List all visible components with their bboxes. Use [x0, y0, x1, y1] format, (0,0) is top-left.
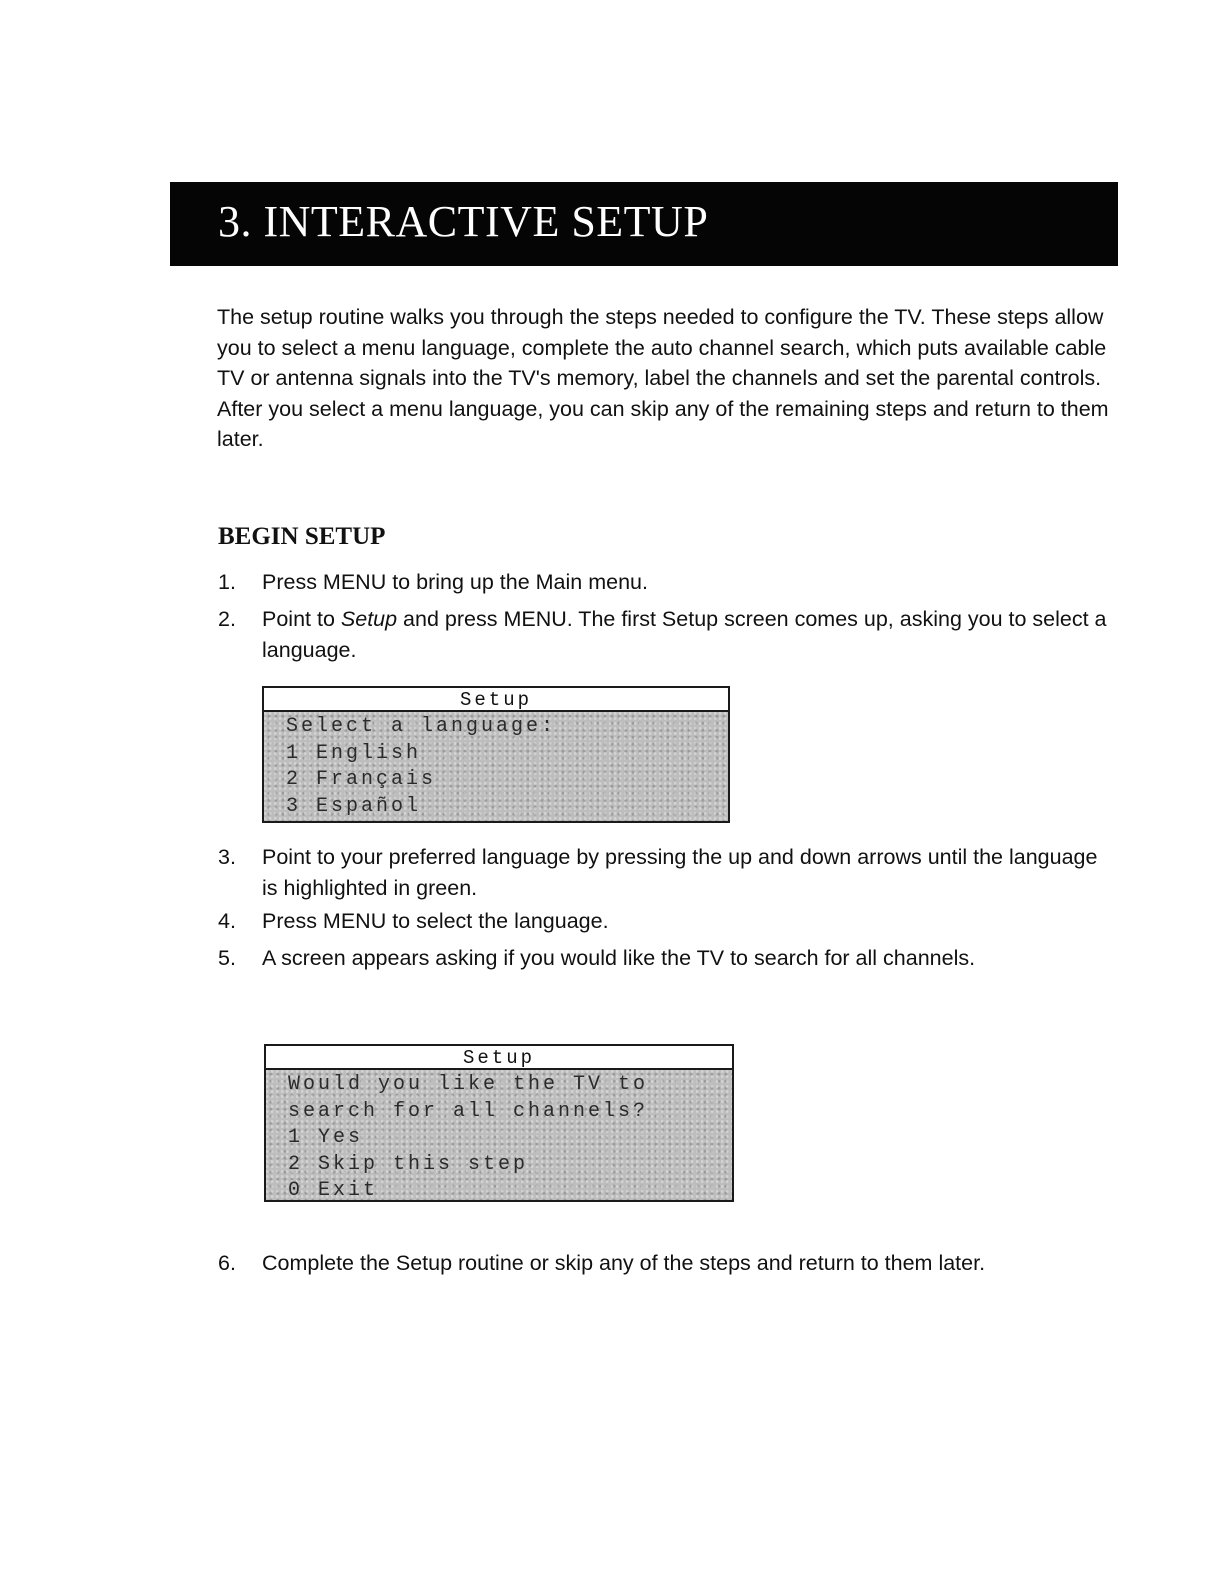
- step-number: 6.: [218, 1251, 236, 1275]
- step-number: 1.: [218, 570, 236, 594]
- step-number: 5.: [218, 946, 236, 970]
- step-number: 2.: [218, 607, 236, 631]
- menu-option-english: 1 English: [286, 741, 422, 765]
- menu-option-francais: 2 Français: [286, 768, 437, 791]
- chapter-title: 3. INTERACTIVE SETUP: [218, 197, 709, 246]
- screen-prompt-line-1: Would you like the TV to: [288, 1073, 649, 1096]
- chapter-title-bar: [170, 182, 1118, 266]
- step-number: 4.: [218, 909, 236, 933]
- screen-body: [266, 1070, 732, 1200]
- screen-prompt: Select a language:: [286, 715, 557, 738]
- step-text: Point to your preferred language by pressing the up and down arrows until the language is highlighted in green.: [262, 845, 1098, 900]
- step-text: Complete the Setup routine or skip any of the steps and return to them later.: [262, 1251, 986, 1275]
- intro-paragraph: The setup routine walks you through the steps needed to configure the TV. These steps allow you to select a menu language, complete the auto channel search, which puts available cable TV or antenna signals into the TV's memory, label the channels and set the parental controls. After you select a menu language, you can skip any of the remaining steps and return to them later.: [217, 305, 1109, 451]
- menu-item-emphasis: Setup: [340, 607, 398, 631]
- step-text: Point to Setup and press MENU. The first Setup screen comes up, asking you to select a language.: [262, 607, 1107, 662]
- screen-prompt-line-2: search for all channels?: [288, 1099, 649, 1123]
- step-text: Press MENU to bring up the Main menu.: [262, 570, 648, 594]
- screen-title: Setup: [264, 688, 728, 712]
- section-heading: BEGIN SETUP: [218, 523, 386, 550]
- screen-title: Setup: [266, 1046, 732, 1070]
- step-text: Press MENU to select the language.: [262, 909, 609, 933]
- channel-search-screen: [264, 1044, 734, 1202]
- menu-option-yes: 1 Yes: [288, 1126, 364, 1149]
- menu-option-espanol: 3 Español: [286, 794, 422, 818]
- language-select-screen: [262, 686, 730, 823]
- step-number: 3.: [218, 845, 236, 869]
- screen-body: [264, 712, 728, 821]
- menu-option-exit: 0 Exit: [288, 1179, 379, 1202]
- menu-option-skip: 2 Skip this step: [288, 1152, 529, 1176]
- step-text: A screen appears asking if you would like the TV to search for all channels.: [262, 946, 976, 970]
